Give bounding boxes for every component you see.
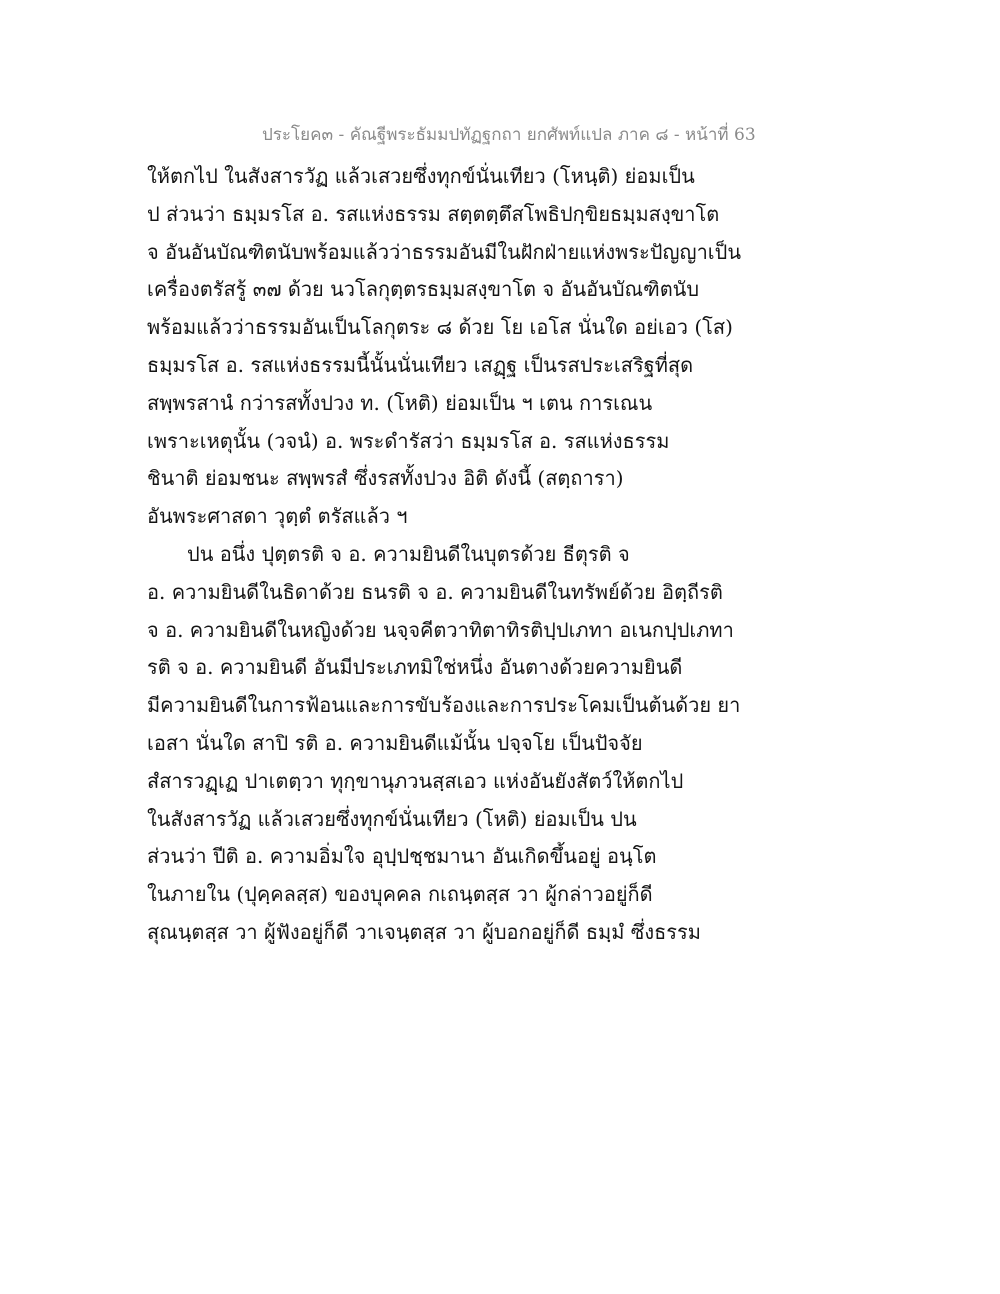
text-line: ในภายใน (ปุคฺคลสฺส) ของบุคคล กเถนฺตสฺส วา ผู้กล่าวอยู่ก็ดี xyxy=(147,882,653,907)
text-line: ในสังสารวัฏ แล้วเสวยซึ่งทุกข์นั่นเทียว (โหติ) ย่อมเป็น ปน xyxy=(147,806,637,831)
text-line: รติ จ อ. ความยินดี อันมีประเภทมิใช่หนึ่ง อันตางด้วยความยินดี xyxy=(147,655,683,680)
text-line: ให้ตกไป ในสังสารวัฏ แล้วเสวยซึ่งทุกข์นั่นเทียว (โหนฺติ) ย่อมเป็น xyxy=(147,164,695,188)
text-line: สุณนฺตสฺส วา ผู้ฟังอยู่ก็ดี วาเจนฺตสฺส วา ผู้บอกอยู่ก็ดี ธมฺมํ ซึ่งธรรม xyxy=(147,919,701,944)
running-header: ประโยค๓ - คัณฐีพระธัมมปทัฏฐกถา ยกศัพท์แปล ภาค ๘ - หน้าที่ 63 xyxy=(262,125,756,145)
text-line: เพราะเหตุนั้น (วจนํ) อ. พระดำรัสว่า ธมฺมรโส อ. รสแห่งธรรม xyxy=(147,428,670,453)
text-line: อันพระศาสดา วุตฺตํ ตรัสแล้ว ฯ xyxy=(147,504,408,529)
text-line: พร้อมแล้วว่าธรรมอันเป็นโลกุตระ ๘ ด้วย โย เอโส นั่นใด อย่เอว (โส) xyxy=(147,315,733,340)
text-line: จ อ. ความยินดีในหญิงด้วย นจฺจคีตวาทิตาทิรติปฺปเภทา อเนกปฺปเภทา xyxy=(147,617,734,642)
text-line: ป ส่วนว่า ธมฺมรโส อ. รสแห่งธรรม สตฺตตฺตึสโพธิปกฺขิยธมฺมสงฺขาโต xyxy=(147,201,720,226)
text-line: ธมฺมรโส อ. รสแห่งธรรมนี้นั้นนั่นเทียว เสฏฺฐ เป็นรสประเสริฐที่สุด xyxy=(147,352,694,377)
text-line: ชินาติ ย่อมชนะ สพฺพรสํ ซึ่งรสทั้งปวง อิติ ดังนี้ (สตฺถารา) xyxy=(147,466,624,491)
text-line: จ อันอันบัณฑิตนับพร้อมแล้วว่าธรรมอันมีในฝักฝ่ายแห่งพระปัญญาเป็น xyxy=(147,239,742,264)
text-line: อ. ความยินดีในธิดาด้วย ธนรติ จ อ. ความยินดีในทรัพย์ด้วย อิตฺถีรติ xyxy=(147,579,723,604)
text-line: เครื่องตรัสรู้ ๓๗ ด้วย นวโลกุตฺตรธมฺมสงฺขาโต จ อันอันบัณฑิตนับ xyxy=(147,277,700,302)
text-line: ส่วนว่า ปีติ อ. ความอิ่มใจ อุปฺปชฺชมานา อันเกิดขึ้นอยู่ อนฺโต xyxy=(147,844,657,869)
body-text xyxy=(147,158,767,952)
paragraph-start-line: ปน อนึ่ง ปุตฺตรติ จ อ. ความยินดีในบุตรด้วย ธีตุรติ จ xyxy=(187,541,630,566)
text-line: สพฺพรสานํ กว่ารสทั้งปวง ท. (โหติ) ย่อมเป็น ฯ เตน การเณน xyxy=(147,390,653,415)
text-line: มีความยินดีในการฟ้อนและการขับร้องและการประโคมเป็นต้นด้วย ยา xyxy=(147,693,741,718)
text-line: เอสา นั่นใด สาปิ รติ อ. ความยินดีแม้นั้น ปจฺจโย เป็นปัจจัย xyxy=(147,730,643,755)
text-line: สํสารวฏฺเฏ ปาเตตฺวา ทุกฺขานุภวนสฺสเอว แห่งอันยังสัตว์ให้ตกไป xyxy=(147,768,684,793)
